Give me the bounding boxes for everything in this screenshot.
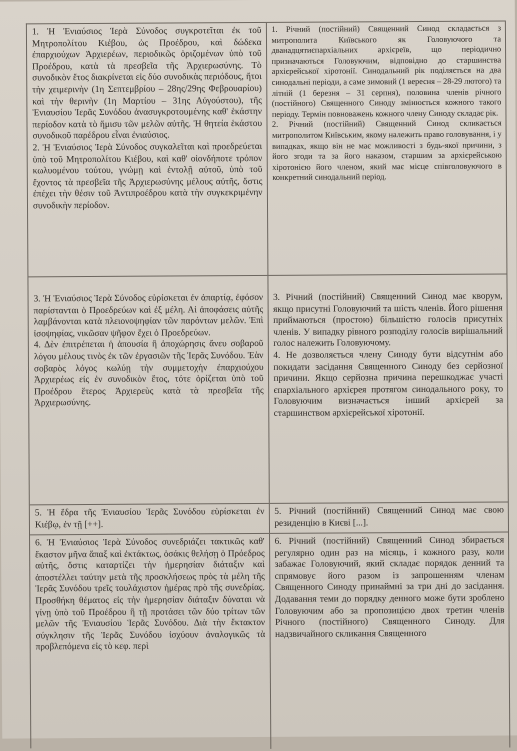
table-row-article-6 (30, 532, 510, 750)
greek-article-6: 6. Ἡ Ἐνιαύσιος Ἱερὰ Σύνοδος συνεδριάζει τακτικῶς καθ' ἕκαστον μῆνα ἅπαξ καὶ ἐκτάκτως, ὁσάκις θελήσῃ ὁ Πρόεδρος αὐτῆς, ὅστις καταρτίζει τὴν ἡμερησίαν διάταξιν καὶ ἀποστέλλει ταύτην μετὰ τῆς προσκλήσεως πρὸς τὰ μέλη τῆς Ἱερᾶς Συνόδου τρεῖς τουλάχιστον ἡμέρας πρὸ τῆς συνεδρίας. Προσθήκη θέματος εἰς τὴν ἡμερησίαν διάταξιν δύναται νὰ γίνῃ ὑπὸ τοῦ Προέδρου ἢ τῇ προτάσει τῶν δύο τρίτων τῶν μελῶν τῆς Ἐνιαυσίου Ἱερᾶς Συνόδου. Διὰ τὴν ἔκτακτον σύγκλησιν τῆς Ἱερᾶς Συνόδου ἰσχύουν ἀναλογικῶς τὰ προβλεπόμενα εἰς τὸ κεφ. περὶ (35, 535, 266, 652)
ukrainian-article-4: 4. Не дозволяється члену Синоду бути відсутнім або покидати засідання Священного Синоду без серйозної причини. Якщо серйозна причина перешкоджає участі єпархіального архієрея протягом синодального року, то Головуючим визначається інший архієрей за старшинством архієрейської хіротонії. (273, 348, 504, 418)
table-row-article-5 (30, 502, 509, 535)
greek-article-3: 3. Ἡ Ἐνιαύσιος Ἱερὰ Σύνοδος εὑρίσκεται ἐν ἀπαρτίᾳ, ἐφόσον παρίστανται ὁ Προεδρεύων καὶ ἐξ μέλη. Αἱ ἀποφάσεις αὐτῆς λαμβάνονται κατὰ πλειονοψηφίαν τῶν παρόντων μελῶν. Ἐπὶ ἰσοψηφίας, νικῶσαν ψῆφον ἔχει ὁ Προεδρεύων. (33, 291, 264, 339)
ukrainian-article-3: 3. Річний (постійний) Священний Синод має кворум, якщо присутні Головуючий та шість членів. Його рішення приймаються (простою) більшістю голосів присутніх членів. У випадку рівного розподілу голосів вирішальний голос належить Головуючому. (273, 290, 503, 349)
greek-article-4: 4. Δὲν ἐπιτρέπεται ἡ ἀπουσία ἢ ἀποχώρησις ἄνευ σοβαροῦ λόγου μέλους τινὸς ἐκ τῶν ἐργασιῶν τῆς Ἱερᾶς Συνόδου. Ἐὰν σοβαρὸς λόγος κωλύῃ τὴν συμμετοχὴν ἐπαρχιούχου Ἀρχιερέως εἰς ἐν συνοδικὸν ἔτος, τότε ὁρίζεται ὑπὸ τοῦ Προέδρου ἕτερος Ἀρχιερεὺς κατὰ τὰ πρεσβεῖα τῆς Ἀρχιερωσύνης. (33, 338, 264, 408)
ukrainian-column-cell (270, 532, 511, 748)
greek-article-5: 5. Ἡ ἕδρα τῆς Ἐνιαυσίου Ἱερᾶς Συνόδου εὑρίσκεται ἐν Κιέβῳ, ἐν τῇ [++]. (34, 505, 265, 529)
ukrainian-article-2: 2. Річний (постійний) Священний Синод скликається митрополитом Київським, якому належить право головування, і у випадках, якщо він не має можливості з будь-якої причини, з його згоди та за його наказом, старшим за архієрейською хіротонією його членом, який має місце співголовуючого в конкретний синодальний період. (271, 118, 502, 183)
table-row-articles-1-2 (27, 21, 508, 277)
bilingual-statute-table (26, 20, 510, 748)
greek-column-cell (27, 23, 268, 276)
greek-column-cell (30, 534, 271, 750)
ukrainian-article-6: 6. Річний (постійний) Священний Синод збирається регулярно один раз на місяць, і кожного разу, коли забажає Головуючий, який складає порядок денний та спрямовує його разом із запрошенням членам Священного Синоду принаймні за три дні до засідання. Додавання теми до порядку денного може бути зроблено Головуючим або за пропозицією двох третин членів Річного (постійного) Священного Синоду. Для надзвичайного скликання Священного (274, 534, 505, 639)
greek-column-cell (28, 276, 269, 504)
table-row-articles-3-4 (28, 274, 508, 505)
ukrainian-column-cell (268, 274, 509, 502)
greek-article-2: 2. Ἡ Ἐνιαύσιος Ἱερὰ Σύνοδος συγκαλεῖται καὶ προεδρεύεται ὑπὸ τοῦ Μητροπολίτου Κιέβου, καὶ καθ' οἱονδήποτε τρόπον κωλυομένου τούτου, γνώμῃ καὶ ἐντολῇ αὐτοῦ, ὑπὸ τοῦ ἔχοντος τὰ πρεσβεῖα τῆς Ἀρχιερωσύνης μέλους αὐτῆς, ὅστις ἐπέχει τὴν θέσιν τοῦ Ἀντιπροέδρου κατὰ τὴν συγκεκριμένην συνοδικὴν περίοδον. (32, 140, 263, 211)
ukrainian-article-5: 5. Річний (постійний) Священний Синод має свою резиденцію в Києві [...]. (274, 504, 504, 528)
greek-column-cell (30, 504, 270, 534)
greek-article-1: 1. Ἡ Ἐνιαύσιος Ἱερὰ Σύνοδος συγκροτεῖται ἐκ τοῦ Μητροπολίτου Κιέβου, ὡς Προέδρου, καὶ δώδεκα ἐπαρχιούχων Ἀρχιερέων, περιοδικῶς ὁριζομένων ὑπὸ τοῦ Προέδρου, κατὰ τὰ πρεσβεῖα τῆς Ἀρχιερωσύνης. Τὸ συνοδικὸν ἔτος διακρίνεται εἰς δύο συνοδικὰς περιόδους, ἤτοι τὴν χειμερινὴν (1η Σεπτεμβρίου – 28ης/29ης Φεβρουαρίου) καὶ τὴν θερινὴν (1η Μαρτίου – 31ης Αὐγούστου), τῆς Ἐνιαυσίου Ἱερᾶς Συνόδου ἀνασυγκροτουμένης καθ' ἑκάστην περίοδον κατὰ τὸ ἥμισυ τῶν μελῶν αὐτῆς. Ἡ θητεία ἑκάστου συνοδικοῦ παρέδρου εἶναι ἐνιαύσιος. (31, 24, 263, 141)
ukrainian-column-cell (266, 21, 507, 274)
ukrainian-article-1: 1. Річний (постійний) Священний Синод складається з митрополита Київського як Головуючого та дванадцятиєпархіальних архієреїв, що періодично призначаються Головуючим, відповідно до старшинства архієрейської хіротонії. Синодальний рік поділяється на два синодальні періоди, а саме зимовий (1 вересня – 28-29 лютого) та літній (1 березня – 31 серпня), половина членів річного (постійного) Священного Синоду змінюється кожного такого періоду. Термін повноважень кожного члену Синоду складає рік. (271, 23, 502, 119)
ukrainian-column-cell (269, 502, 509, 532)
